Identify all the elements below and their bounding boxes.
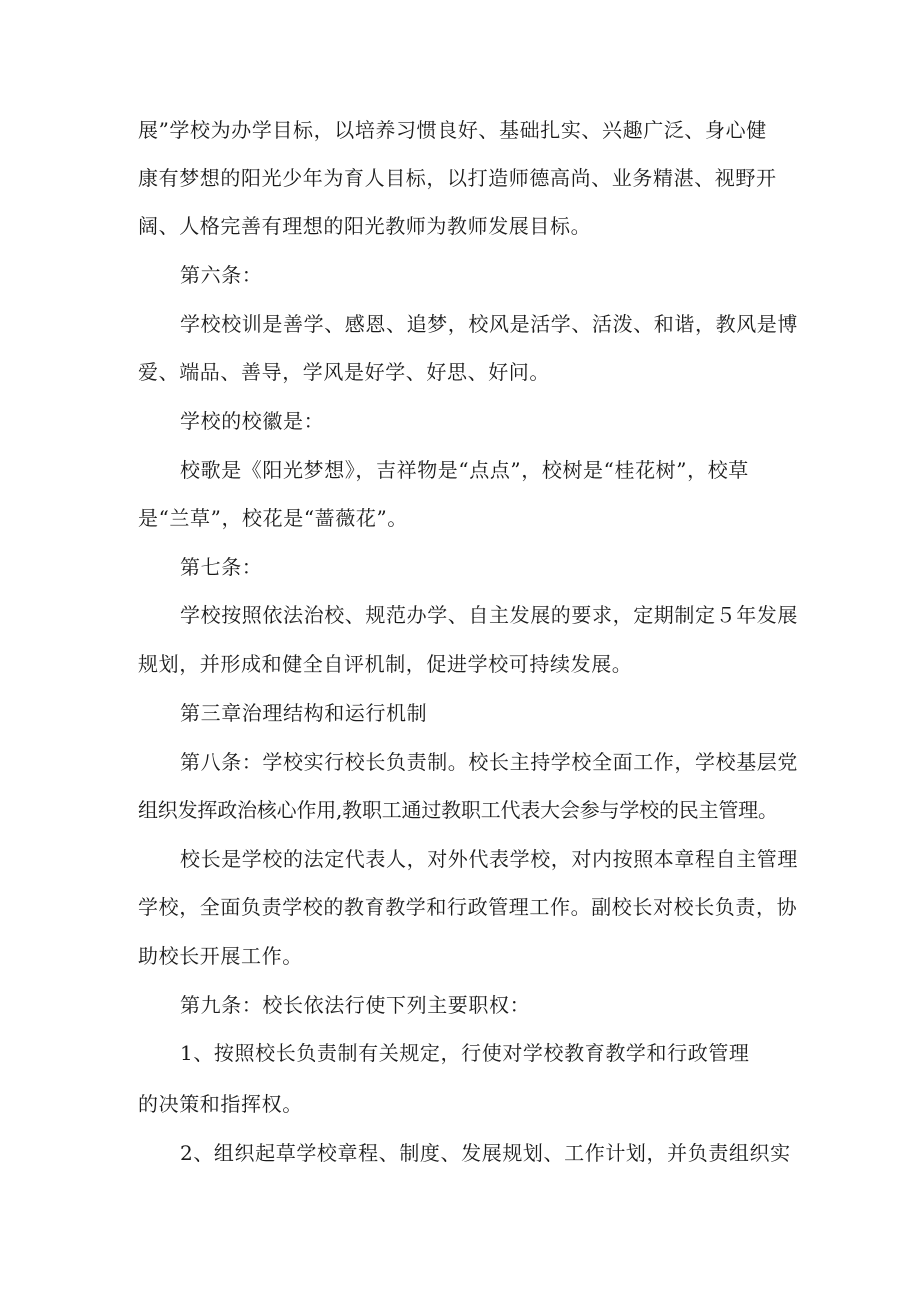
text-line: 康有梦想的阳光少年为育人目标，以打造师德高尚、业务精湛、视野开 — [138, 166, 777, 190]
text-line: 学校校训是善学、感恩、追梦，校风是活学、活泼、和谐，教风是博 — [180, 312, 798, 336]
text-line: 助校长开展工作。 — [138, 944, 303, 968]
text-line: 是“兰草”，校花是“蔷薇花”。 — [138, 506, 408, 530]
text-line: 组织发挥政治核心作用,教职工通过教职工代表大会参与学校的民主管理。 — [138, 798, 778, 822]
text-line: 第八条：学校实行校长负责制。校长主持学校全面工作，学校基层党 — [180, 750, 798, 774]
text-line: 学校按照依法治校、规范办学、自主发展的要求，定期制定５年发展 — [180, 603, 798, 627]
text-line: 校歌是《阳光梦想》，吉祥物是“点点”，校树是“桂花树”，校草 — [180, 458, 749, 482]
text-line: 展”学校为办学目标，以培养习惯良好、基础扎实、兴趣广泛、身心健 — [138, 118, 767, 142]
text-line: 阔、人格完善有理想的阳光教师为教师发展目标。 — [138, 214, 592, 238]
article-heading: 第九条：校长依法行使下列主要职权： — [180, 993, 531, 1017]
text-line: 学校的校徽是： — [180, 409, 325, 433]
list-item: 1、按照校长负责制有关规定，行使对学校教育教学和行政管理 — [180, 1041, 750, 1065]
text-line: 爱、端品、善导，学风是好学、好思、好问。 — [138, 360, 550, 384]
text-line: 校长是学校的法定代表人，对外代表学校，对内按照本章程自主管理 — [180, 847, 798, 871]
article-heading: 第七条： — [180, 555, 263, 579]
list-item: 2、组织起草学校章程、制度、发展规划、工作计划，并负责组织实 — [180, 1141, 791, 1165]
text-line: 学校，全面负责学校的教育教学和行政管理工作。副校长对校长负责，协 — [138, 895, 798, 919]
article-heading: 第六条： — [180, 263, 263, 287]
text-line: 规划，并形成和健全自评机制，促进学校可持续发展。 — [138, 652, 633, 676]
chapter-heading: 第三章治理结构和运行机制 — [180, 701, 428, 725]
text-line: 的决策和指挥权。 — [138, 1092, 303, 1116]
